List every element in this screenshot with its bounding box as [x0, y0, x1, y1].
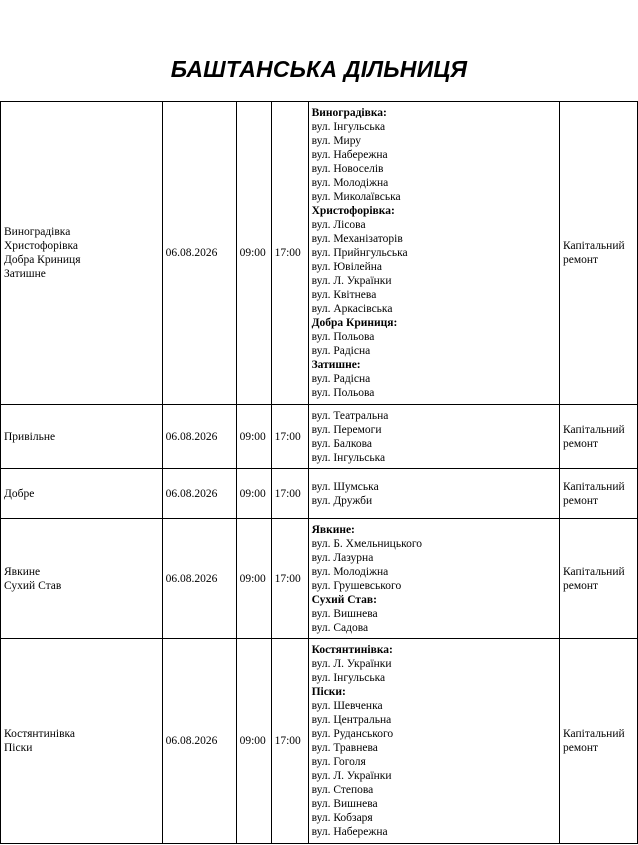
- streets-cell: [308, 405, 559, 469]
- streets-cell: [308, 519, 559, 639]
- locality-name: Привільне: [4, 430, 56, 443]
- reason-cell: [560, 405, 638, 469]
- street-name: вул. Степова: [311, 784, 374, 796]
- street-name: вул. Грушевського: [311, 579, 402, 592]
- start-time-cell: 09:00: [236, 639, 271, 844]
- date-cell: 06.08.2026: [162, 102, 236, 405]
- street-name: вул. Молодіжна: [311, 177, 389, 189]
- street-name: вул. Ювілейна: [311, 261, 383, 273]
- street-name: вул. Інгульська: [311, 672, 386, 684]
- locality-header: Затишне:: [311, 359, 361, 371]
- locality-name: Затишне: [4, 268, 46, 280]
- reason-text: ремонт: [563, 742, 599, 754]
- street-name: вул. Механізаторів: [311, 233, 403, 245]
- reason-text: ремонт: [563, 254, 599, 266]
- street-name: вул. Л. Українки: [311, 658, 392, 670]
- street-name: вул. Руданського: [311, 728, 394, 740]
- street-name: вул. Лазурна: [311, 551, 374, 564]
- street-name: вул. Кобзаря: [311, 812, 373, 824]
- street-name: вул. Шевченка: [311, 700, 383, 712]
- street-name: вул. Травнева: [311, 742, 378, 754]
- street-name: вул. Театральна: [311, 409, 389, 422]
- locality-name: Явкине: [4, 565, 41, 578]
- page-title: БАШТАНСЬКА ДІЛЬНИЦЯ: [170, 56, 468, 82]
- outage-schedule-table: [0, 101, 638, 844]
- reason-text: Капітальний: [563, 480, 625, 493]
- table-row: [1, 639, 638, 844]
- table-row: [1, 519, 638, 639]
- street-name: вул. Новоселів: [311, 163, 384, 175]
- street-name: вул. Балкова: [311, 437, 373, 450]
- localities-cell: [1, 405, 163, 469]
- street-name: вул. Вишнева: [311, 798, 378, 810]
- locality-header: Піски:: [311, 686, 346, 698]
- localities-cell: [1, 469, 163, 519]
- localities-cell: [1, 102, 163, 405]
- street-name: вул. Прийнгульська: [311, 247, 408, 259]
- reason-cell: [560, 469, 638, 519]
- street-name: вул. Радісна: [311, 345, 371, 357]
- street-name: вул. Л. Українки: [311, 770, 392, 782]
- streets-cell: [308, 102, 559, 405]
- table-row: [1, 405, 638, 469]
- street-name: вул. Інгульська: [311, 451, 386, 464]
- locality-name: Піски: [4, 742, 33, 754]
- street-name: вул. Вишнева: [311, 607, 378, 620]
- locality-header: Добра Криниця:: [311, 317, 398, 329]
- end-time-cell: 17:00: [271, 519, 308, 639]
- locality-header: Явкине:: [311, 523, 355, 536]
- street-name: вул. Дружби: [311, 494, 373, 507]
- street-name: вул. Перемоги: [311, 423, 382, 436]
- date-cell: 06.08.2026: [162, 639, 236, 844]
- street-name: вул. Польова: [311, 387, 375, 399]
- street-name: вул. Шумська: [311, 480, 379, 493]
- locality-header: Христофорівка:: [311, 205, 395, 217]
- date-cell: 06.08.2026: [162, 519, 236, 639]
- locality-name: Костянтинівка: [4, 728, 76, 740]
- end-time-cell: 17:00: [271, 102, 308, 405]
- reason-text: ремонт: [563, 437, 599, 450]
- localities-cell: [1, 519, 163, 639]
- street-name: вул. Центральна: [311, 714, 392, 726]
- locality-header: Костянтинівка:: [311, 644, 393, 656]
- street-name: вул. Квітнева: [311, 289, 377, 301]
- reason-text: ремонт: [563, 579, 599, 592]
- locality-header: Виноградівка:: [311, 107, 387, 119]
- table-row: [1, 102, 638, 405]
- reason-text: Капітальний: [563, 240, 625, 252]
- reason-text: Капітальний: [563, 565, 625, 578]
- street-name: вул. Аркасівська: [311, 303, 393, 315]
- street-name: вул. Польова: [311, 331, 375, 343]
- reason-text: ремонт: [563, 494, 599, 507]
- date-cell: 06.08.2026: [162, 405, 236, 469]
- street-name: вул. Набережна: [311, 826, 388, 838]
- start-time-cell: 09:00: [236, 102, 271, 405]
- reason-cell: [560, 102, 638, 405]
- street-name: вул. Миколаївська: [311, 191, 401, 203]
- start-time-cell: 09:00: [236, 519, 271, 639]
- reason-cell: [560, 639, 638, 844]
- end-time-cell: 17:00: [271, 639, 308, 844]
- start-time-cell: 09:00: [236, 469, 271, 519]
- date-cell: 06.08.2026: [162, 469, 236, 519]
- table-row: [1, 469, 638, 519]
- street-name: вул. Б. Хмельницького: [311, 537, 422, 550]
- schedule-body: [1, 102, 638, 844]
- street-name: вул. Садова: [311, 621, 369, 634]
- end-time-cell: 17:00: [271, 469, 308, 519]
- street-name: вул. Молодіжна: [311, 565, 389, 578]
- street-name: вул. Набережна: [311, 149, 388, 161]
- locality-name: Христофорівка: [4, 240, 79, 252]
- streets-cell: [308, 639, 559, 844]
- street-name: вул. Л. Українки: [311, 275, 392, 287]
- start-time-cell: 09:00: [236, 405, 271, 469]
- streets-cell: [308, 469, 559, 519]
- street-name: вул. Гоголя: [311, 756, 366, 768]
- locality-name: Сухий Став: [4, 579, 62, 592]
- street-name: вул. Радісна: [311, 373, 371, 385]
- reason-cell: [560, 519, 638, 639]
- street-name: вул. Інгульська: [311, 121, 386, 133]
- locality-header: Сухий Став:: [311, 593, 377, 606]
- street-name: вул. Лісова: [311, 219, 366, 231]
- reason-text: Капітальний: [563, 423, 625, 436]
- locality-name: Добра Криниця: [4, 254, 81, 266]
- localities-cell: [1, 639, 163, 844]
- end-time-cell: 17:00: [271, 405, 308, 469]
- reason-text: Капітальний: [563, 728, 625, 740]
- locality-name: Добре: [4, 487, 35, 500]
- street-name: вул. Миру: [311, 135, 362, 147]
- locality-name: Виноградівка: [4, 226, 71, 238]
